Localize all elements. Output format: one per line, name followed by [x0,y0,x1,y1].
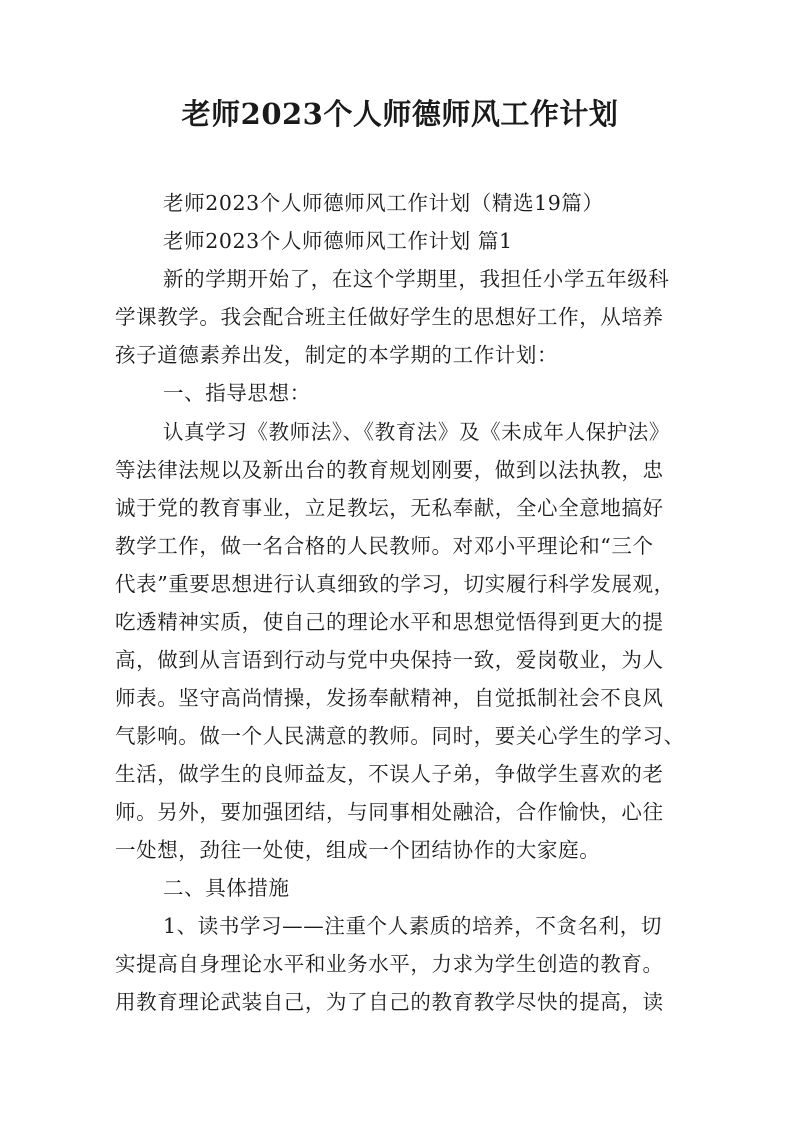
paragraph-line: 新的学期开始了，在这个学期里，我担任小学五年级科 [163,267,670,291]
section-heading: 老师2023个人师德师风工作计划 篇1 [163,229,513,253]
paragraph-line: 诚于党的教育事业，立足教坛，无私奉献，全心全意地搞好 [115,496,664,520]
paragraph-line: 代表”重要思想进行认真细致的学习，切实履行科学发展观， [115,572,675,596]
section-heading: 二、具体措施 [163,876,290,900]
paragraph-line: 等法律法规以及新出台的教育规划刚要，做到以法执教，忠 [115,458,664,482]
paragraph-line: 生活，做学生的良师益友，不误人子弟，争做学生喜欢的老 [115,762,664,786]
subtitle-line: 老师2023个人师德师风工作计划（精选19篇） [163,191,604,215]
paragraph-line: 认真学习《教师法》、《教育法》及《未成年人保护法》 [163,420,670,444]
paragraph-line: 师。另外，要加强团结，与同事相处融洽，合作愉快，心往 [115,800,664,824]
paragraph-line: 一处想，劲往一处使，组成一个团结协作的大家庭。 [115,838,601,862]
paragraph-line: 吃透精神实质，使自己的理论水平和思想觉悟得到更大的提 [115,610,664,634]
document-title: 老师2023个人师德师风工作计划 [181,97,619,131]
paragraph-line: 孩子道德素养出发，制定的本学期的工作计划： [115,343,559,367]
section-heading: 一、指导思想： [163,381,311,405]
paragraph-line: 高，做到从言语到行动与党中央保持一致，爱岗敬业，为人 [115,648,664,672]
paragraph-line: 学课教学。我会配合班主任做好学生的思想好工作，从培养 [115,305,664,329]
paragraph-line: 实提高自身理论水平和业务水平，力求为学生创造的教育。 [115,952,664,976]
paragraph-line: 教学工作，做一名合格的人民教师。对邓小平理论和“三个 [115,534,654,558]
paragraph-line: 1、读书学习——注重个人素质的培养，不贪名利，切 [163,914,662,938]
paragraph-line: 气影响。做一个人民满意的教师。同时，要关心学生的学习、 [115,724,685,748]
paragraph-line: 师表。坚守高尚情操，发扬奉献精神，自觉抵制社会不良风 [115,686,664,710]
paragraph-line: 用教育理论武装自己，为了自己的教育教学尽快的提高，读 [115,990,664,1014]
